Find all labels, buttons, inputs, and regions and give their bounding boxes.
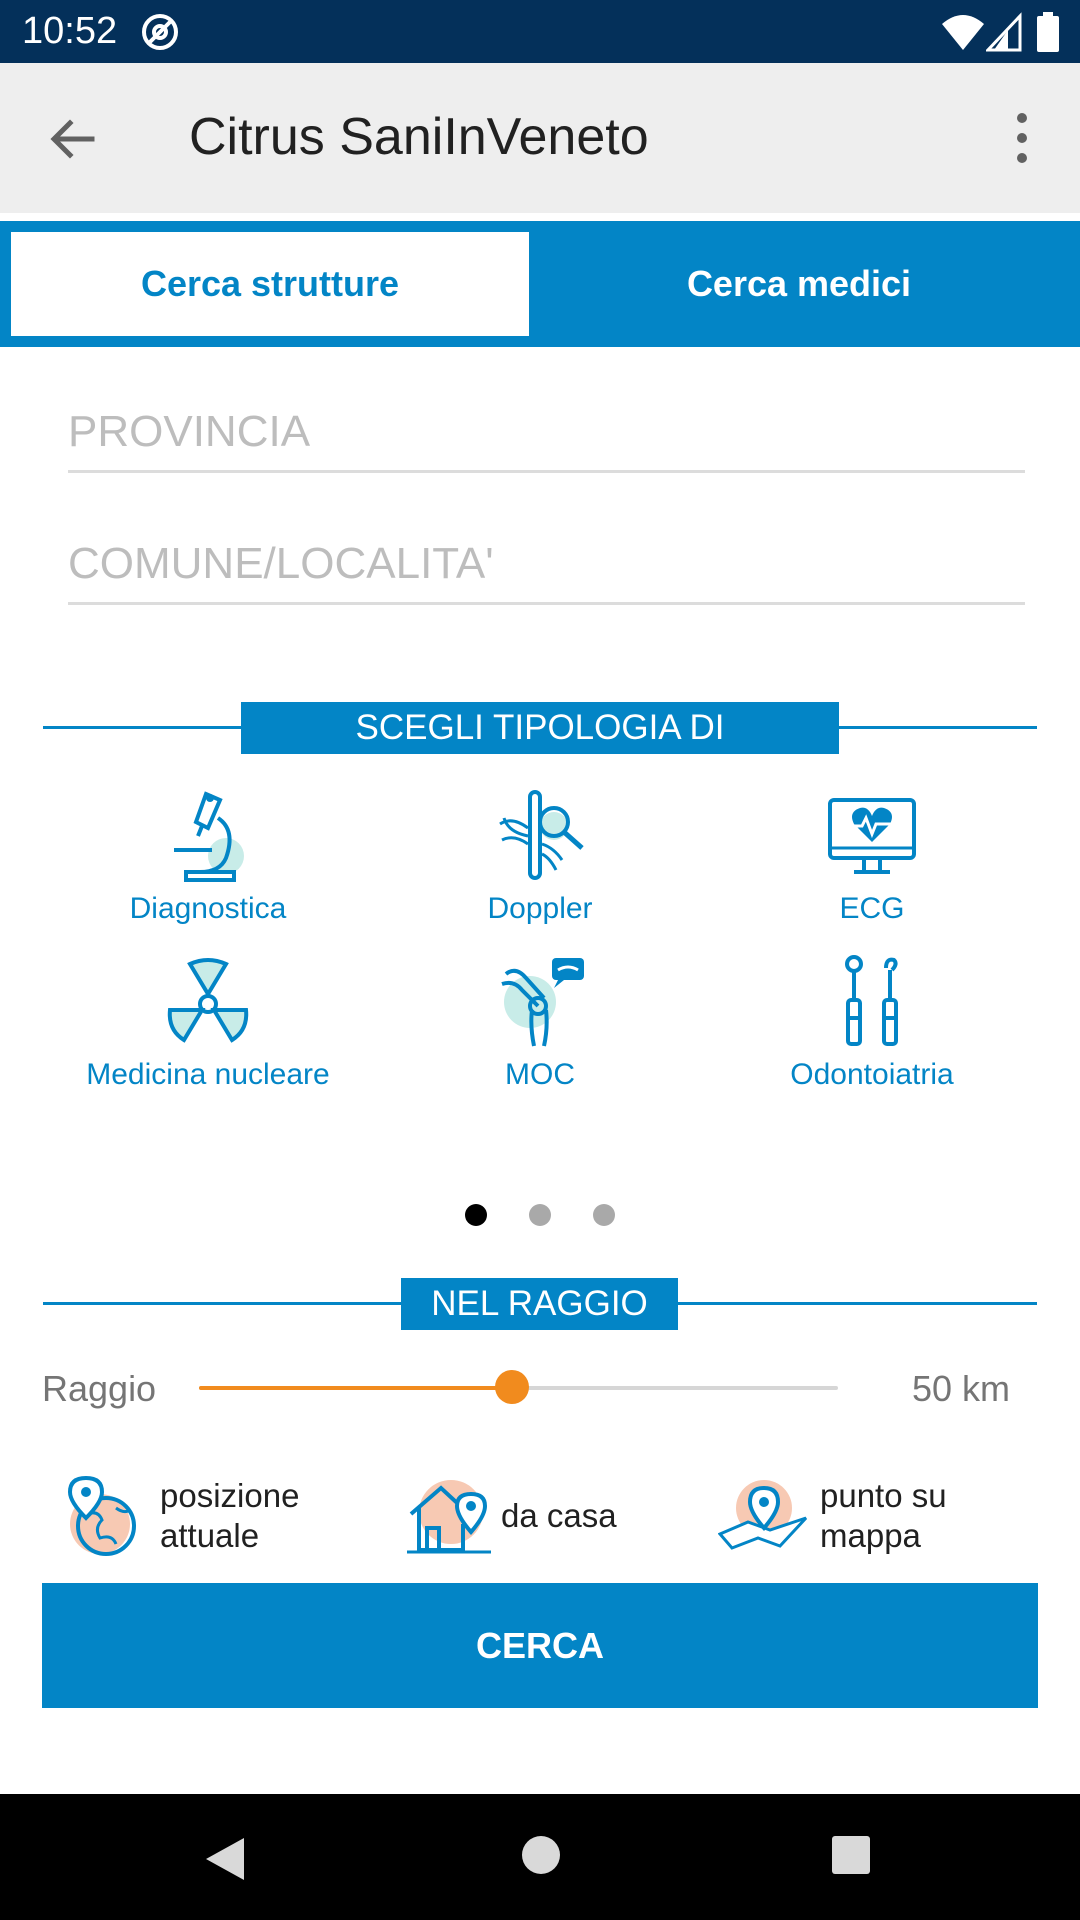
wifi-icon	[940, 12, 986, 52]
tab-cerca-strutture[interactable]: Cerca strutture	[11, 232, 529, 336]
ecg-monitor-icon	[824, 788, 920, 884]
category-label: MOC	[505, 1058, 575, 1091]
provincia-input[interactable]	[68, 393, 1025, 470]
category-moc[interactable]	[375, 954, 705, 1092]
tab-bar	[0, 221, 1080, 347]
house-pin-icon	[405, 1474, 495, 1558]
option-label-line1: da casa	[501, 1497, 617, 1534]
doppler-icon	[492, 788, 588, 884]
nav-recents-icon[interactable]	[830, 1834, 872, 1876]
category-label: Doppler	[487, 892, 593, 925]
pager-dot-1[interactable]	[465, 1204, 487, 1226]
nav-home-icon[interactable]	[520, 1834, 562, 1876]
option-posizione-attuale[interactable]	[64, 1474, 299, 1558]
category-label: ECG	[839, 892, 905, 925]
comune-input[interactable]	[68, 525, 1025, 602]
slider-thumb[interactable]	[495, 1370, 529, 1404]
category-diagnostica[interactable]	[43, 788, 373, 926]
category-odontoiatria[interactable]	[707, 954, 1037, 1092]
pager-dot-3[interactable]	[593, 1204, 615, 1226]
option-label-line1: punto su	[820, 1477, 947, 1514]
raggio-slider[interactable]	[199, 1386, 838, 1390]
provincia-field-wrapper	[68, 393, 1025, 473]
map-pin-icon	[718, 1474, 808, 1558]
category-medicina-nucleare[interactable]	[43, 954, 373, 1092]
category-label: Diagnostica	[129, 892, 287, 925]
option-label-line2: mappa	[820, 1517, 921, 1554]
at-sign-icon	[140, 12, 180, 52]
category-label: Odontoiatria	[790, 1058, 954, 1091]
microscope-icon	[160, 788, 256, 884]
globe-pin-icon	[64, 1474, 148, 1558]
option-label-line1: posizione	[160, 1477, 300, 1514]
section-title-raggio: NEL RAGGIO DI	[401, 1278, 678, 1330]
category-ecg[interactable]	[707, 788, 1037, 926]
system-nav-bar	[0, 1794, 1080, 1920]
pager-dot-2[interactable]	[529, 1204, 551, 1226]
status-time: 10:52	[22, 10, 118, 52]
battery-icon	[1036, 12, 1060, 52]
app-bar	[0, 63, 1080, 213]
nav-back-icon[interactable]	[200, 1834, 250, 1884]
option-label-line2: attuale	[160, 1517, 260, 1554]
slider-fill	[199, 1386, 512, 1390]
cerca-button[interactable]: CERCA	[42, 1583, 1038, 1708]
section-title-struttura: SCEGLI TIPOLOGIA DI STRUTTURA	[241, 702, 839, 754]
more-vert-icon[interactable]	[1000, 108, 1044, 168]
category-label: Medicina nucleare	[86, 1058, 330, 1091]
tab-cerca-medici[interactable]: Cerca medici	[686, 263, 912, 304]
page-title: Citrus SaniInVeneto	[189, 108, 649, 166]
signal-icon	[986, 12, 1022, 52]
raggio-value: 50 km	[911, 1368, 1010, 1409]
category-doppler[interactable]	[375, 788, 705, 926]
comune-field-wrapper	[68, 525, 1025, 605]
dental-tools-icon	[824, 954, 920, 1050]
arrow-back-icon[interactable]	[40, 106, 106, 172]
radiation-icon	[160, 954, 256, 1050]
bone-density-icon	[492, 954, 588, 1050]
option-da-casa[interactable]	[405, 1474, 617, 1558]
raggio-label: Raggio	[42, 1368, 157, 1409]
option-punto-su-mappa[interactable]	[718, 1474, 947, 1558]
status-bar	[0, 0, 1080, 63]
